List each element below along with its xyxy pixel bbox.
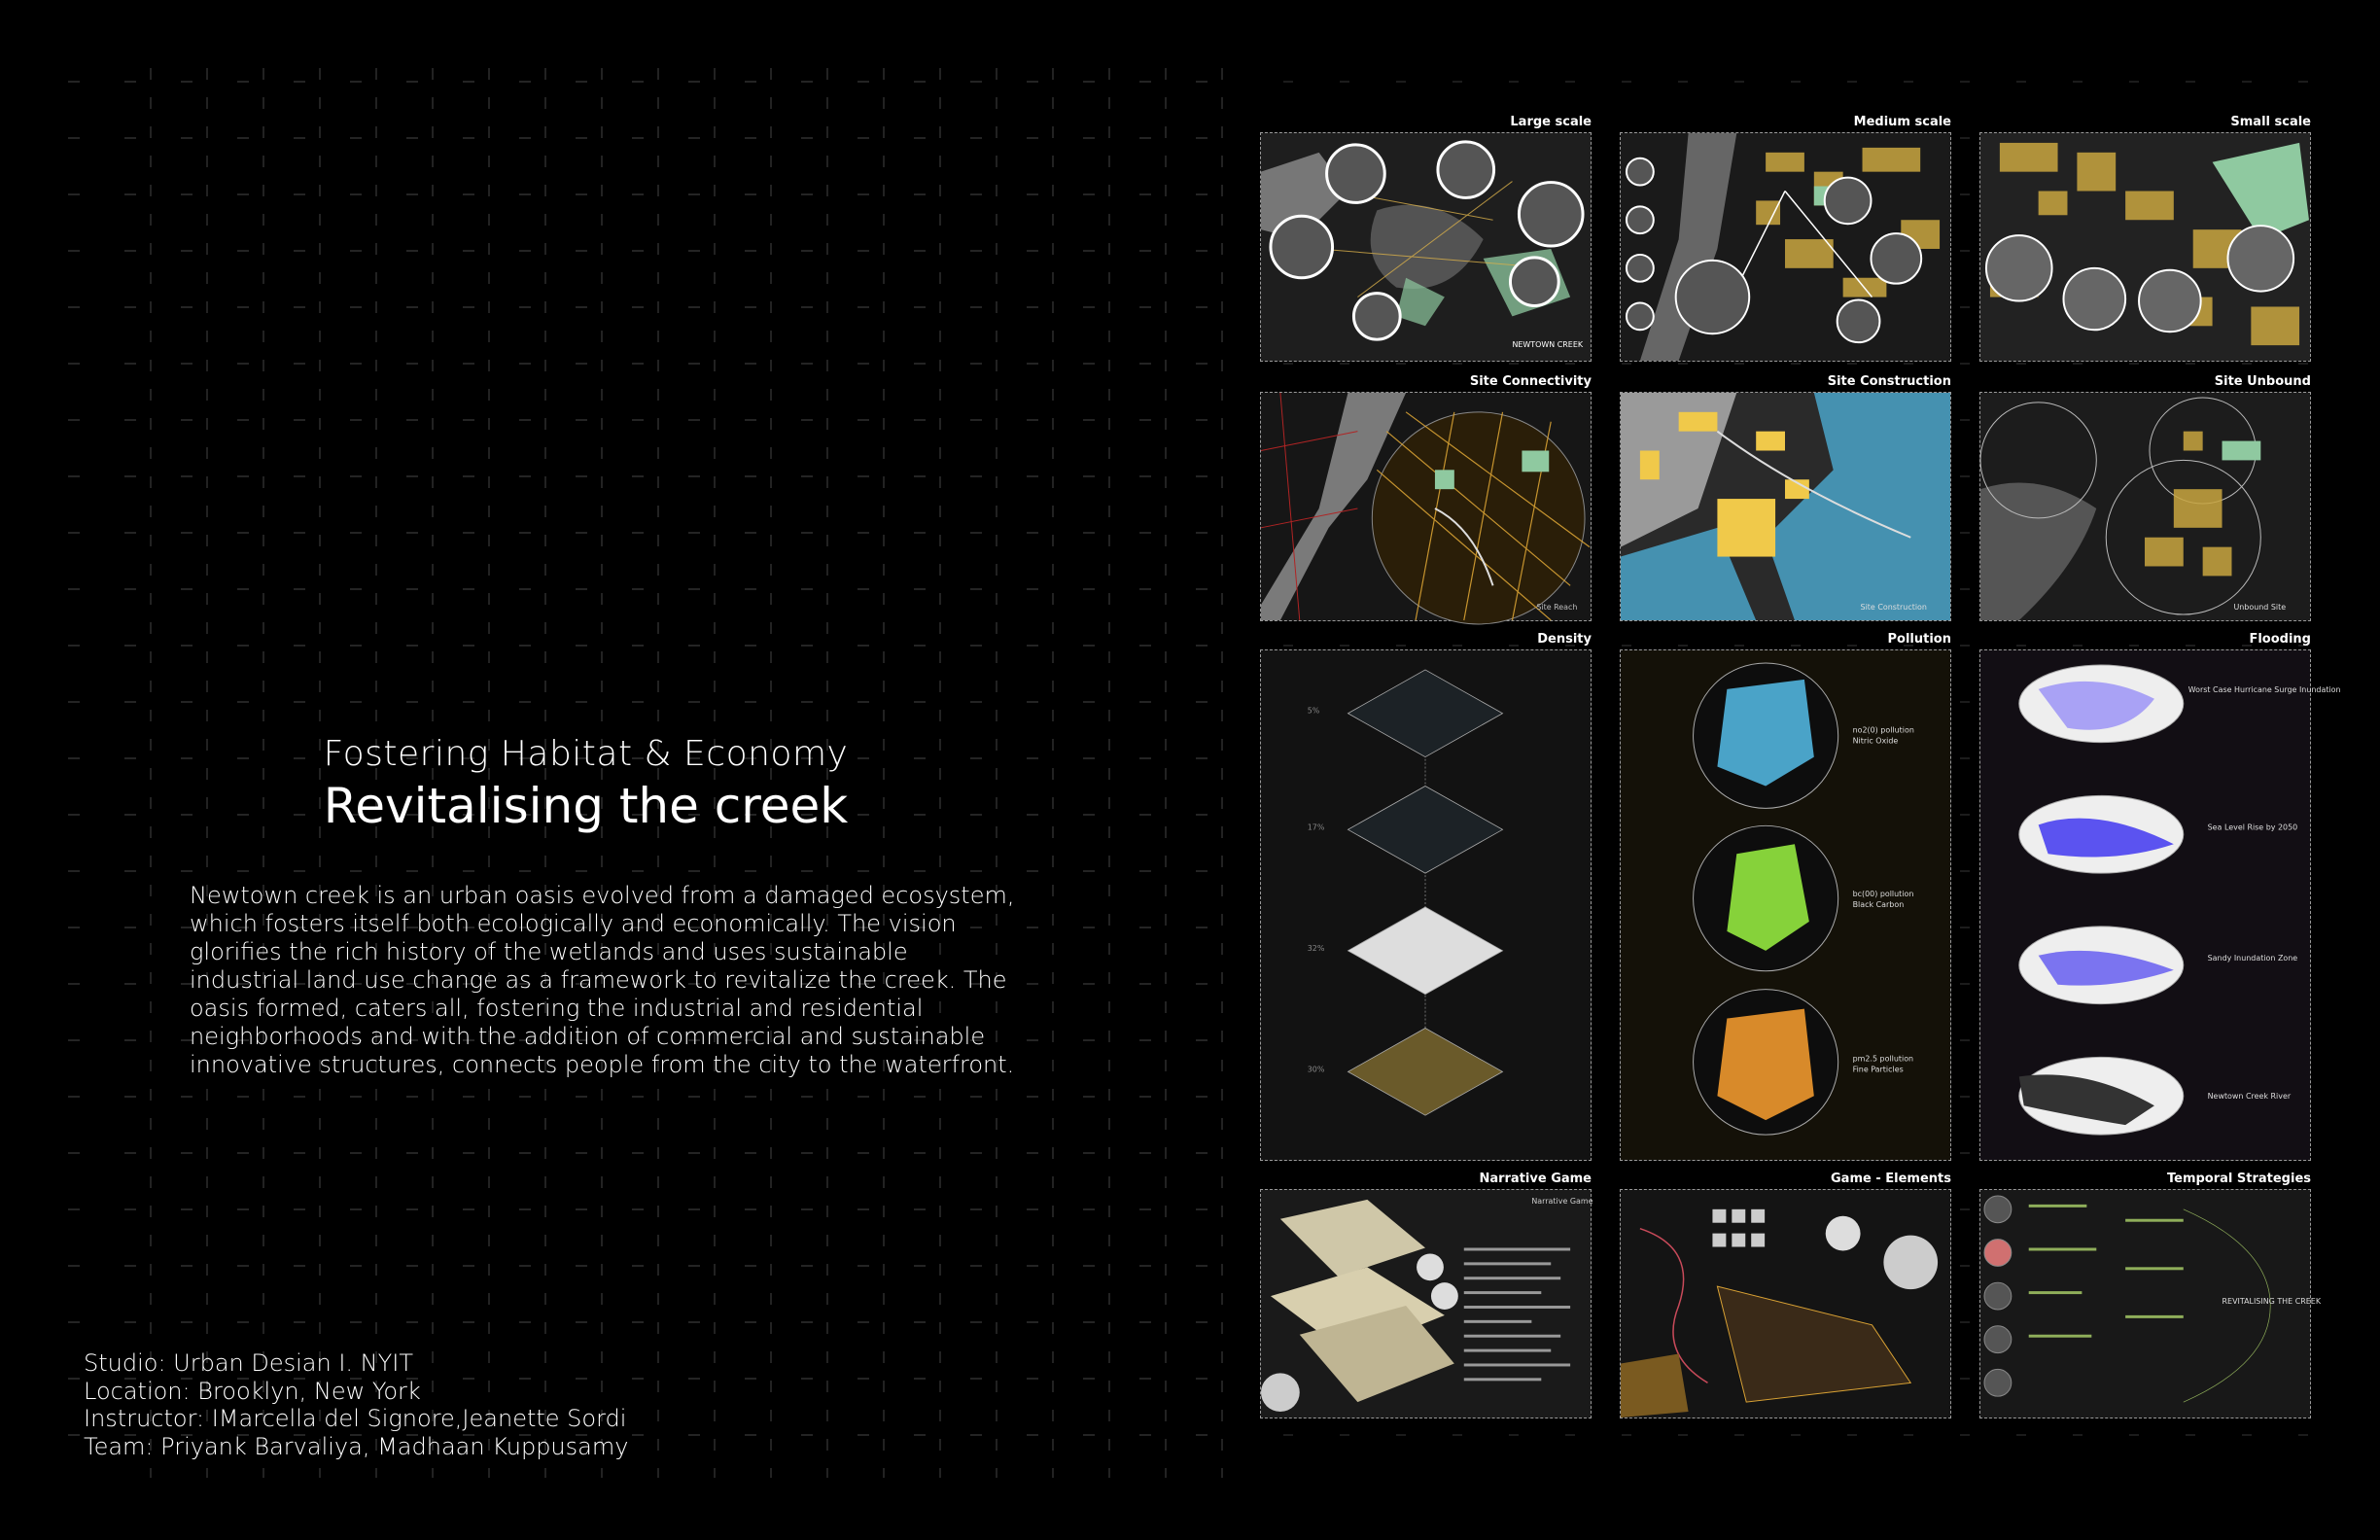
density-level: 32%: [1307, 943, 1325, 953]
panel-site-unbound: [1979, 374, 2311, 621]
panel-label: Temporal Strategies: [2166, 1172, 2311, 1186]
pollution-title: no2(0) pollution: [1852, 725, 1914, 735]
credit-location: Location: Brooklyn, New York: [84, 1377, 421, 1405]
panel-label: Site Connectivity: [1469, 374, 1592, 389]
flooding-label: Newtown Creek River: [2207, 1092, 2292, 1102]
credit-studio: Studio: Urban Desian I. NYIT: [84, 1349, 414, 1377]
pollution-diagram: [1620, 649, 1951, 1161]
credit-instructor: Instructor: IMarcella del Signore,Jeanette Sordi: [84, 1405, 627, 1432]
medium-scale-map: [1620, 132, 1951, 362]
site-construction-map: [1620, 392, 1951, 621]
density-diagram: [1260, 649, 1592, 1161]
pollution-sub: Nitric Oxide: [1852, 736, 1899, 746]
pollution-title: pm2.5 pollution: [1852, 1054, 1914, 1064]
subtitle: Fostering Habitat & Economy: [323, 734, 849, 774]
panel-medium-scale: [1620, 115, 1951, 362]
credits: [84, 1349, 628, 1460]
panel-label: Pollution: [1887, 632, 1951, 647]
panel-pollution: [1620, 632, 1951, 1161]
panel-density: [1260, 632, 1592, 1161]
panel-caption: Site Reach: [1536, 603, 1578, 612]
large-scale-map: [1260, 132, 1592, 362]
panel-site-connectivity: [1260, 374, 1592, 621]
pollution-sub: Black Carbon: [1852, 899, 1905, 909]
small-scale-map: [1979, 132, 2311, 362]
panel-label: Medium scale: [1853, 115, 1951, 129]
page-title: Revitalising the creek: [323, 778, 849, 834]
panel-narrative-game: [1260, 1172, 1593, 1418]
panel-caption: NEWTOWN CREEK: [1512, 340, 1584, 350]
pollution-title: bc(00) pollution: [1852, 890, 1914, 899]
panel-label: Game - Elements: [1831, 1172, 1951, 1186]
panel-caption: Narrative Game: [1531, 1196, 1593, 1206]
panel-temporal-strategies: [1979, 1172, 2322, 1418]
density-level: 30%: [1307, 1065, 1325, 1074]
panel-label: Narrative Game: [1479, 1172, 1592, 1186]
panel-flooding: [1979, 632, 2341, 1161]
panel-label: Site Unbound: [2214, 374, 2311, 389]
panel-caption: REVITALISING THE CREEK: [2222, 1297, 2322, 1306]
panel-label: Large scale: [1510, 115, 1592, 129]
panel-game-elements: [1620, 1172, 1951, 1418]
project-description: Newtown creek is an urban oasis evolved from a damaged ecosystem, which fosters itself both ecologically and economically. The vision glorifies the rich history of the wetlands and uses sustainable industrial land use change as a framework to revitalize the creek. The oasis formed, caters all, fostering the industrial and residential neighborhoods and with the addition of commercial and sustainable innovative structures, connects people from the city to the waterfront.: [190, 882, 1015, 1078]
site-unbound-map: [1979, 392, 2311, 621]
panel-label: Flooding: [2249, 632, 2311, 647]
flooding-label: Worst Case Hurricane Surge Inundation: [2188, 684, 2341, 694]
panel-label: Small scale: [2230, 115, 2311, 129]
panel-caption: Site Construction: [1860, 603, 1927, 612]
panel-large-scale: [1260, 115, 1592, 362]
site-connectivity-map: [1260, 392, 1592, 621]
credit-team: Team: Priyank Barvaliya, Madhaan Kuppusamy: [84, 1432, 629, 1460]
panel-caption: Unbound Site: [2233, 603, 2287, 612]
density-level: 5%: [1307, 706, 1320, 716]
panel-small-scale: [1979, 115, 2311, 362]
game-elements-image: [1620, 1189, 1951, 1418]
panel-label: Density: [1537, 632, 1592, 647]
flooding-label: Sea Level Rise by 2050: [2207, 822, 2298, 832]
density-level: 17%: [1307, 822, 1325, 832]
flooding-label: Sandy Inundation Zone: [2207, 953, 2298, 962]
flooding-diagram: [1979, 649, 2341, 1161]
temporal-strategies-image: [1979, 1189, 2322, 1418]
panel-label: Site Construction: [1827, 374, 1951, 389]
narrative-game-image: [1260, 1189, 1592, 1418]
pollution-sub: Fine Particles: [1852, 1065, 1904, 1074]
panel-site-construction: [1620, 374, 1951, 621]
